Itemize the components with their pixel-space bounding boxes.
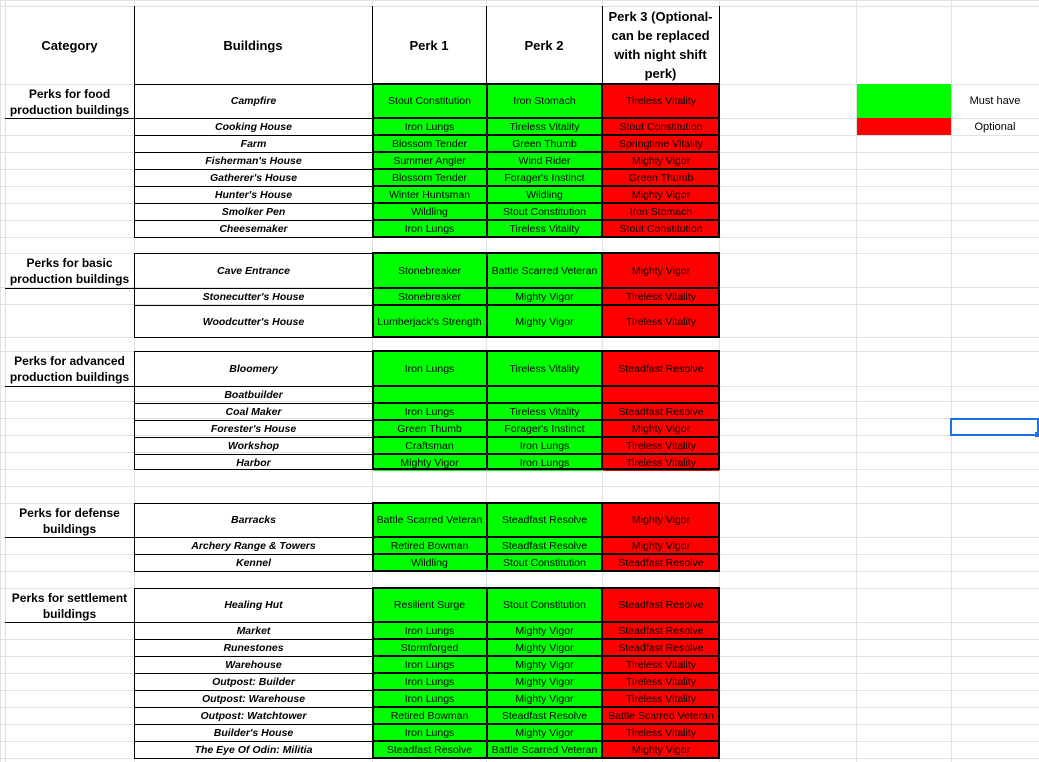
building-left-border <box>134 84 135 237</box>
perk3-cell[interactable]: Battle Scarred Veteran <box>603 707 719 724</box>
building-cell[interactable]: Warehouse <box>225 658 282 671</box>
row-border <box>134 537 372 538</box>
row-border-thick <box>372 134 720 136</box>
perk2-cell[interactable]: Tireless Vitality <box>487 220 602 237</box>
row-border <box>134 707 372 708</box>
category-cell: Perks for basic production buildings <box>9 256 130 286</box>
perk-border <box>601 503 603 572</box>
building-cell[interactable]: Bloomery <box>229 362 278 375</box>
perk-border <box>486 84 488 238</box>
building-cell[interactable]: Outpost: Watchtower <box>200 709 307 722</box>
row-border-thick <box>372 655 720 657</box>
perk1-cell[interactable]: Lumberjack's Strength <box>373 305 486 338</box>
building-cell[interactable]: Runestones <box>223 641 284 654</box>
row-border <box>134 656 372 657</box>
building-cell[interactable]: Coal Maker <box>225 405 282 418</box>
row-border <box>134 588 372 589</box>
perk1-cell[interactable]: Wildling <box>373 554 486 571</box>
group-bottom-border-thick <box>372 757 720 759</box>
header-border <box>372 6 373 84</box>
row-border <box>134 135 372 136</box>
perk-border <box>718 503 720 572</box>
category-underline <box>5 386 134 387</box>
building-cell[interactable]: Outpost: Warehouse <box>201 692 306 705</box>
perk1-cell[interactable]: Retired Bowman <box>373 707 486 724</box>
perk3-cell[interactable]: Mighty Vigor <box>603 186 719 203</box>
perk3-cell[interactable]: Tireless Vitality <box>603 305 719 338</box>
row-border-thick <box>372 436 720 438</box>
fill-handle[interactable] <box>1035 432 1039 437</box>
gridline-horizontal <box>0 486 1039 487</box>
perk3-cell[interactable]: Tireless Vitality <box>603 656 719 673</box>
building-left-border <box>134 253 135 337</box>
row-border <box>134 386 372 387</box>
perk2-cell[interactable]: Wind Rider <box>487 152 602 169</box>
row-border-thick <box>372 740 720 742</box>
category-cell: Perks for food production buildings <box>9 87 130 117</box>
perk1-cell[interactable]: Iron Lungs <box>373 673 486 690</box>
legend-label-must-have: Must have <box>969 95 1021 107</box>
building-cell[interactable]: Cheesemaker <box>219 222 288 235</box>
perk2-cell[interactable]: Wildling <box>487 186 602 203</box>
category-underline <box>5 288 134 289</box>
row-border-thick <box>372 638 720 640</box>
perk-border <box>601 351 603 470</box>
perk1-cell[interactable]: Iron Lungs <box>373 656 486 673</box>
perk2-cell[interactable]: Mighty Vigor <box>487 639 602 656</box>
perk-border <box>718 253 720 338</box>
perk3-cell[interactable]: Steadfast Resolve <box>603 622 719 639</box>
perk-border <box>601 84 603 238</box>
row-border-thick <box>372 168 720 170</box>
perk3-cell[interactable]: Steadfast Resolve <box>603 403 719 420</box>
building-cell[interactable]: Gatherer's House <box>209 171 298 184</box>
perk3-cell[interactable]: Tireless Vitality <box>603 84 719 118</box>
perk3-cell[interactable]: Mighty Vigor <box>603 253 719 288</box>
perk2-cell[interactable]: Mighty Vigor <box>487 288 602 305</box>
perk-border <box>372 588 374 759</box>
building-cell[interactable]: Cave Entrance <box>217 264 290 277</box>
group-bottom-border-thick <box>372 468 720 470</box>
perk1-cell[interactable]: Battle Scarred Veteran <box>373 503 486 537</box>
group-bottom-border <box>134 469 372 470</box>
row-border <box>134 639 372 640</box>
group-bottom-border-thick <box>372 570 720 572</box>
category-cell: Perks for settlement buildings <box>11 591 128 621</box>
perk3-cell[interactable]: Tireless Vitality <box>603 454 719 471</box>
perk3-cell[interactable]: Mighty Vigor <box>603 152 719 169</box>
perk2-cell[interactable]: Steadfast Resolve <box>487 707 602 724</box>
perk2-cell[interactable]: Battle Scarred Veteran <box>487 253 602 288</box>
perk1-header: Perk 1 <box>409 37 449 53</box>
header-border <box>602 6 603 84</box>
perk1-cell[interactable]: Stormforged <box>373 639 486 656</box>
group-bottom-border-thick <box>372 336 720 338</box>
perk2-cell[interactable]: Iron Stomach <box>487 84 602 118</box>
buildings-header: Buildings <box>223 37 283 53</box>
perk3-cell[interactable]: Mighty Vigor <box>603 741 719 758</box>
building-cell[interactable]: Harbor <box>236 456 271 469</box>
building-cell[interactable]: Cooking House <box>214 120 292 133</box>
row-border <box>134 690 372 691</box>
row-border-thick <box>372 706 720 708</box>
perk2-cell[interactable]: Steadfast Resolve <box>487 503 602 537</box>
category-underline <box>5 622 134 623</box>
header-border <box>134 6 135 84</box>
perk-border <box>372 503 374 572</box>
row-border-thick <box>372 83 720 85</box>
perk2-cell[interactable]: Mighty Vigor <box>487 724 602 741</box>
row-border <box>134 673 372 674</box>
perk-border <box>718 351 720 470</box>
building-cell[interactable]: Market <box>236 624 271 637</box>
building-left-border <box>134 588 135 758</box>
row-border <box>134 554 372 555</box>
row-border-thick <box>372 723 720 725</box>
perk1-cell[interactable]: Mighty Vigor <box>373 454 486 471</box>
group-bottom-border-thick <box>372 236 720 238</box>
gridline-horizontal <box>0 0 1039 1</box>
perk3-cell[interactable]: Iron Stomach <box>603 203 719 220</box>
perk1-cell[interactable]: Blossom Tender <box>373 135 486 152</box>
perk-border <box>486 351 488 470</box>
perk2-cell[interactable]: Steadfast Resolve <box>487 537 602 554</box>
row-border-thick <box>372 689 720 691</box>
building-cell[interactable]: Fisherman's House <box>205 154 302 167</box>
legend-swatch-must-have <box>857 84 951 118</box>
header-border <box>719 6 720 84</box>
building-cell[interactable]: Archery Range & Towers <box>191 539 316 552</box>
perk3-cell[interactable]: Tireless Vitality <box>603 673 719 690</box>
building-cell[interactable]: Kennel <box>235 556 271 569</box>
perk2-cell[interactable]: Mighty Vigor <box>487 690 602 707</box>
perk1-cell[interactable]: Winter Huntsman <box>373 186 486 203</box>
row-border-thick <box>372 502 720 504</box>
row-border-thick <box>372 672 720 674</box>
perk2-cell[interactable]: Forager's Instinct <box>487 169 602 186</box>
header-border <box>486 6 487 84</box>
row-border <box>134 437 372 438</box>
perk2-cell[interactable]: Tireless Vitality <box>487 118 602 135</box>
building-cell[interactable]: Barracks <box>231 514 276 526</box>
perk3-cell[interactable]: Steadfast Resolve <box>603 351 719 386</box>
perk3-cell[interactable]: Stout Constitution <box>603 220 719 237</box>
row-border-thick <box>372 202 720 204</box>
perk-border <box>601 588 603 759</box>
row-border-thick <box>372 287 720 289</box>
group-bottom-border <box>134 237 372 238</box>
row-border-thick <box>372 419 720 421</box>
perk1-cell[interactable]: Wildling <box>373 203 486 220</box>
perk2-cell[interactable]: Mighty Vigor <box>487 305 602 338</box>
building-left-border <box>134 503 135 571</box>
perk1-cell[interactable] <box>373 386 486 403</box>
category-cell: Perks for defense buildings <box>19 506 120 536</box>
row-border-thick <box>372 350 720 352</box>
perk-border <box>718 84 720 238</box>
row-border <box>134 203 372 204</box>
building-cell[interactable]: Workshop <box>227 439 280 452</box>
perk2-cell[interactable]: Forager's Instinct <box>487 420 602 437</box>
perk2-header: Perk 2 <box>524 37 564 53</box>
perk3-cell[interactable]: Stout Constitution <box>603 118 719 135</box>
building-cell[interactable]: Farm <box>240 137 267 150</box>
perk2-cell[interactable]: Stout Constitution <box>487 554 602 571</box>
perk-border <box>601 253 603 338</box>
row-border <box>134 420 372 421</box>
perk1-cell[interactable]: Iron Lungs <box>373 690 486 707</box>
perk2-cell[interactable]: Mighty Vigor <box>487 673 602 690</box>
perk3-header: Perk 3 (Optional-can be replaced with night shift perk) <box>608 9 713 81</box>
perk-border <box>486 588 488 759</box>
category-underline <box>5 537 134 538</box>
row-border-thick <box>372 553 720 555</box>
perk3-cell[interactable] <box>603 386 719 403</box>
perk2-cell[interactable]: Tireless Vitality <box>487 403 602 420</box>
perk2-cell[interactable]: Tireless Vitality <box>487 351 602 386</box>
row-border <box>134 169 372 170</box>
perk1-cell[interactable]: Iron Lungs <box>373 403 486 420</box>
building-cell[interactable]: Smolker Pen <box>221 205 286 218</box>
building-cell[interactable]: Woodcutter's House <box>202 315 305 328</box>
perk1-cell[interactable]: Stout Constitution <box>373 84 486 118</box>
row-border-thick <box>372 385 720 387</box>
perk3-cell[interactable]: Tireless Vitality <box>603 437 719 454</box>
row-border <box>134 152 372 153</box>
row-border-thick <box>372 151 720 153</box>
category-cell: Perks for advanced production buildings <box>9 354 130 384</box>
selected-cell[interactable] <box>950 418 1039 436</box>
building-cell[interactable]: The Eye Of Odin: Militia <box>194 743 313 756</box>
row-border-thick <box>372 402 720 404</box>
row-border <box>134 305 372 306</box>
row-border <box>134 84 372 85</box>
perk2-cell[interactable] <box>487 386 602 403</box>
perk2-cell[interactable]: Mighty Vigor <box>487 622 602 639</box>
row-border <box>134 454 372 455</box>
group-bottom-border <box>134 758 372 759</box>
perk1-cell[interactable]: Stonebreaker <box>373 288 486 305</box>
perk3-cell[interactable]: Tireless Vitality <box>603 690 719 707</box>
building-cell[interactable]: Forester's House <box>210 422 297 435</box>
perk1-cell[interactable]: Steadfast Resolve <box>373 741 486 758</box>
row-border-thick <box>372 621 720 623</box>
perk1-cell[interactable]: Green Thumb <box>373 420 486 437</box>
perk1-cell[interactable]: Craftsman <box>373 437 486 454</box>
legend-label-optional: Optional <box>974 120 1016 133</box>
perk1-cell[interactable]: Iron Lungs <box>373 622 486 639</box>
perk2-cell[interactable]: Stout Constitution <box>487 588 602 622</box>
perk1-cell[interactable]: Blossom Tender <box>373 169 486 186</box>
building-left-border <box>134 351 135 469</box>
building-cell[interactable]: Hunter's House <box>214 188 293 201</box>
perk1-cell[interactable]: Stonebreaker <box>373 253 486 288</box>
row-border <box>134 503 372 504</box>
building-cell[interactable]: Healing Hut <box>224 599 283 611</box>
group-bottom-border <box>134 571 372 572</box>
group-bottom-border <box>134 337 372 338</box>
perk1-cell[interactable]: Retired Bowman <box>373 537 486 554</box>
row-border <box>134 622 372 623</box>
building-cell[interactable]: Boatbuilder <box>224 388 283 401</box>
perk1-cell[interactable]: Iron Lungs <box>373 351 486 386</box>
legend-swatch-optional <box>857 118 951 135</box>
perk3-cell[interactable]: Steadfast Resolve <box>603 554 719 571</box>
row-border-thick <box>372 304 720 306</box>
row-border <box>134 118 372 119</box>
row-border-thick <box>372 536 720 538</box>
perk3-cell[interactable]: Tireless Vitality <box>603 288 719 305</box>
perk2-cell[interactable]: Mighty Vigor <box>487 656 602 673</box>
gridline-vertical <box>0 0 1 762</box>
perk-border <box>486 503 488 572</box>
perk2-cell[interactable]: Battle Scarred Veteran <box>487 741 602 758</box>
category-header: Category <box>41 37 98 53</box>
perk1-cell[interactable]: Summer Angler <box>373 152 486 169</box>
perk1-cell[interactable]: Iron Lungs <box>373 220 486 237</box>
row-border <box>134 403 372 404</box>
row-border <box>134 288 372 289</box>
perk3-cell[interactable]: Mighty Vigor <box>603 420 719 437</box>
row-border-thick <box>372 219 720 221</box>
perk3-cell[interactable]: Steadfast Resolve <box>603 639 719 656</box>
perk-border <box>718 588 720 759</box>
building-cell[interactable]: Stonecutter's House <box>202 290 305 303</box>
row-border <box>134 351 372 352</box>
perk-border <box>486 253 488 338</box>
perk-border <box>372 84 374 238</box>
row-border-thick <box>372 587 720 589</box>
building-cell[interactable]: Outpost: Builder <box>212 675 295 688</box>
perk2-cell[interactable]: Iron Lungs <box>487 454 602 471</box>
row-border <box>134 220 372 221</box>
perk1-cell[interactable]: Resilient Surge <box>373 588 486 622</box>
row-border-thick <box>372 252 720 254</box>
building-cell[interactable]: Campfire <box>230 95 277 107</box>
perk2-cell[interactable]: Stout Constitution <box>487 203 602 220</box>
perk3-cell[interactable]: Mighty Vigor <box>603 537 719 554</box>
perk1-cell[interactable]: Iron Lungs <box>373 724 486 741</box>
perk2-cell[interactable]: Green Thumb <box>487 135 602 152</box>
row-border-thick <box>372 117 720 119</box>
perk3-cell[interactable]: Mighty Vigor <box>603 503 719 537</box>
row-border <box>134 724 372 725</box>
perk-border <box>372 253 374 338</box>
perk-border <box>372 351 374 470</box>
row-border <box>134 186 372 187</box>
row-border-thick <box>372 453 720 455</box>
perk3-cell[interactable]: Green Thumb <box>603 169 719 186</box>
row-border <box>134 741 372 742</box>
perk3-cell[interactable]: Tireless Vitality <box>603 724 719 741</box>
category-underline <box>5 118 134 119</box>
perk3-cell[interactable]: Springtime Vitality <box>603 135 719 152</box>
building-cell[interactable]: Builder's House <box>213 726 294 739</box>
perk3-cell[interactable]: Steadfast Resolve <box>603 588 719 622</box>
row-border <box>134 253 372 254</box>
perk1-cell[interactable]: Iron Lungs <box>373 118 486 135</box>
perk2-cell[interactable]: Iron Lungs <box>487 437 602 454</box>
row-border-thick <box>372 185 720 187</box>
